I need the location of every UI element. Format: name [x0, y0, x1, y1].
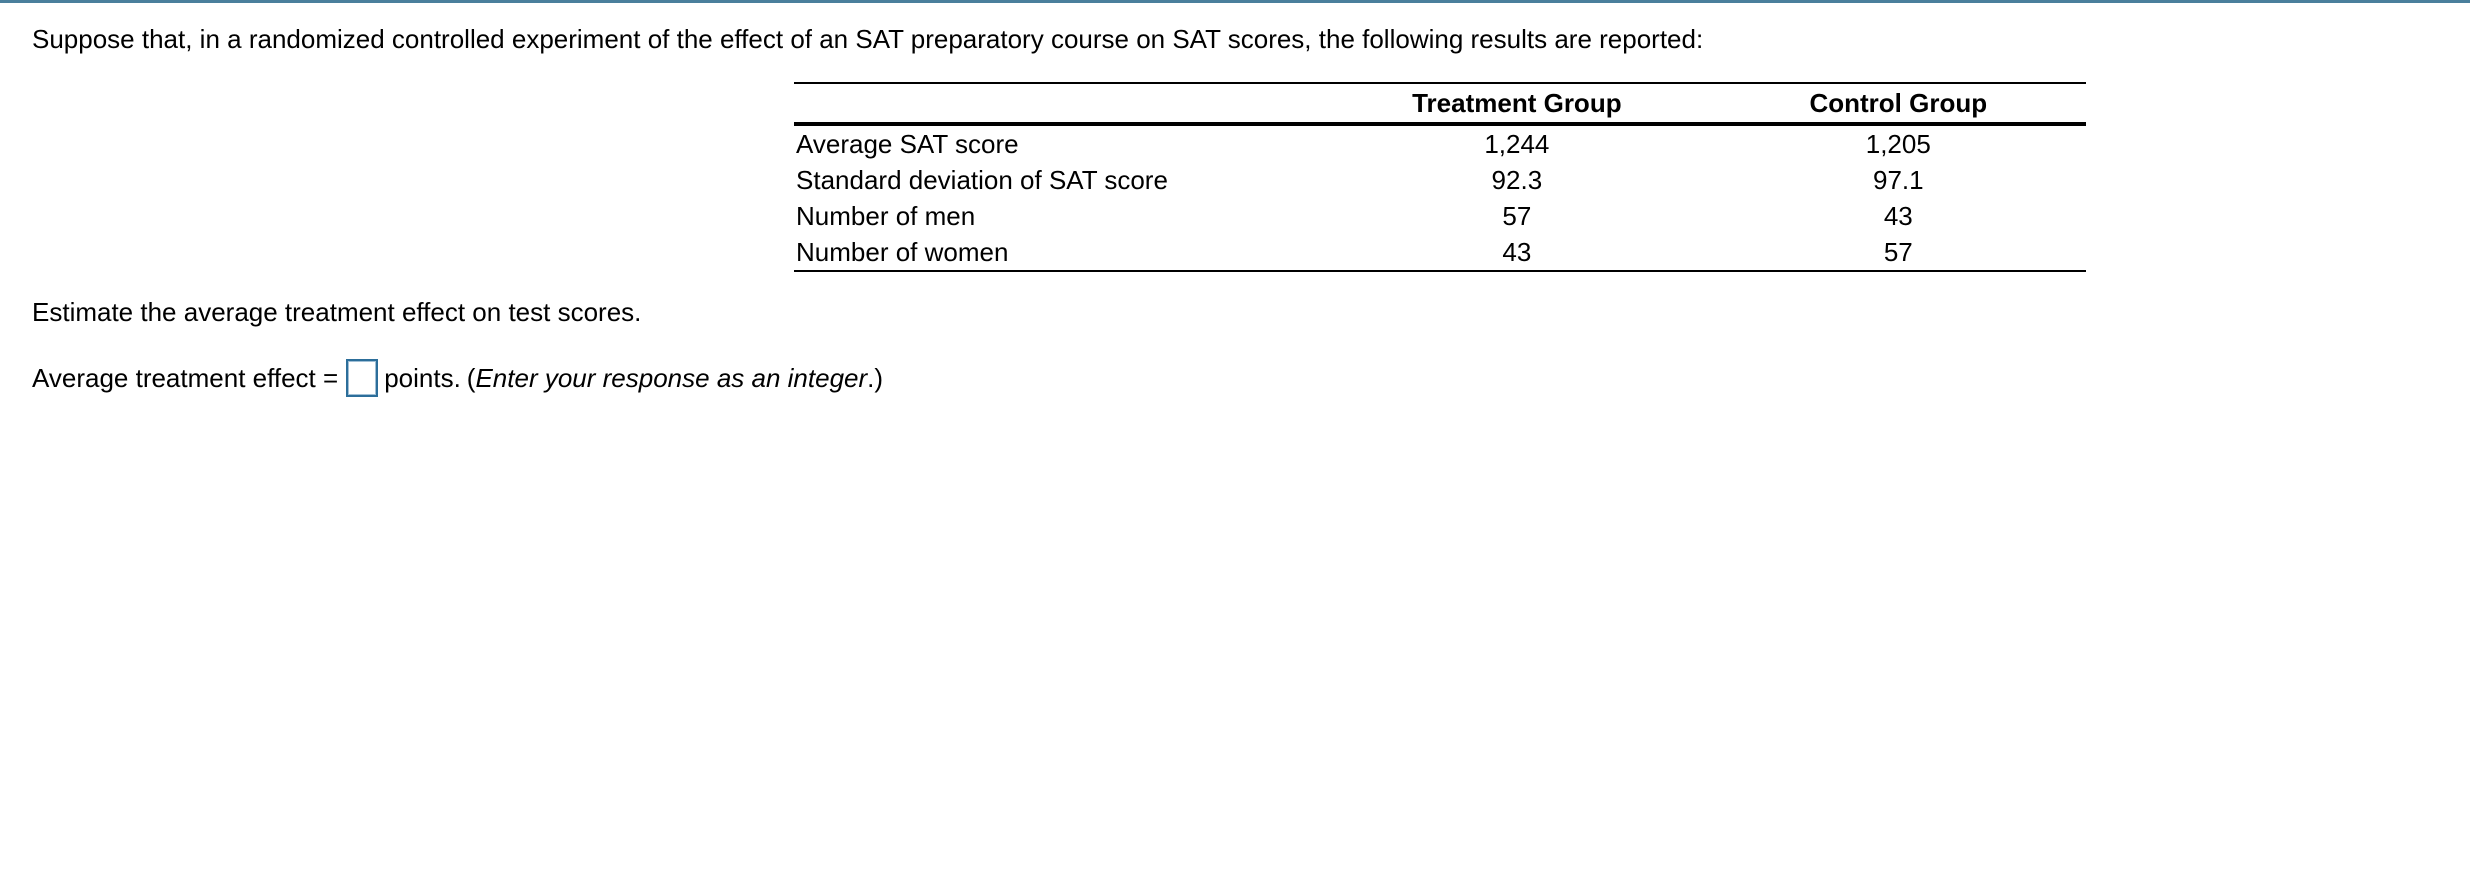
answer-line: [32, 356, 883, 400]
table-header-empty: [794, 83, 1323, 124]
instruction-paren-close: .): [867, 362, 884, 393]
table-header-control: Control Group: [1809, 87, 1988, 118]
control-value: 43: [1883, 200, 1913, 231]
results-table: [794, 82, 2086, 272]
table-header-row: [794, 83, 2086, 124]
control-value: 97.1: [1872, 164, 1924, 195]
treatment-value: 43: [1502, 236, 1532, 267]
table-row: [794, 124, 2086, 162]
instruction-paren-open: (: [466, 362, 476, 393]
row-label: Number of men: [796, 200, 976, 231]
table-row: [794, 162, 2086, 198]
row-label: Standard deviation of SAT score: [796, 164, 1168, 195]
row-label: Number of women: [796, 236, 1009, 267]
table-row: [794, 234, 2086, 271]
top-divider: [0, 0, 2470, 3]
answer-prefix: Average treatment effect =: [32, 362, 339, 393]
answer-units: points.: [384, 362, 461, 393]
answer-input[interactable]: [346, 359, 378, 397]
treatment-value: 57: [1502, 200, 1532, 231]
question-text: Estimate the average treatment effect on test scores.: [32, 297, 642, 327]
treatment-value: 1,244: [1484, 128, 1550, 159]
treatment-value: 92.3: [1491, 164, 1543, 195]
control-value: 57: [1883, 236, 1913, 267]
problem-statement: Suppose that, in a randomized controlled experiment of the effect of an SAT preparatory course on SAT scores, the following results are reported:: [32, 24, 1704, 54]
row-label: Average SAT score: [796, 128, 1019, 159]
table-row: [794, 198, 2086, 234]
control-value: 1,205: [1865, 128, 1931, 159]
table-header-treatment: Treatment Group: [1412, 87, 1622, 118]
answer-instruction: Enter your response as an integer: [475, 362, 868, 393]
